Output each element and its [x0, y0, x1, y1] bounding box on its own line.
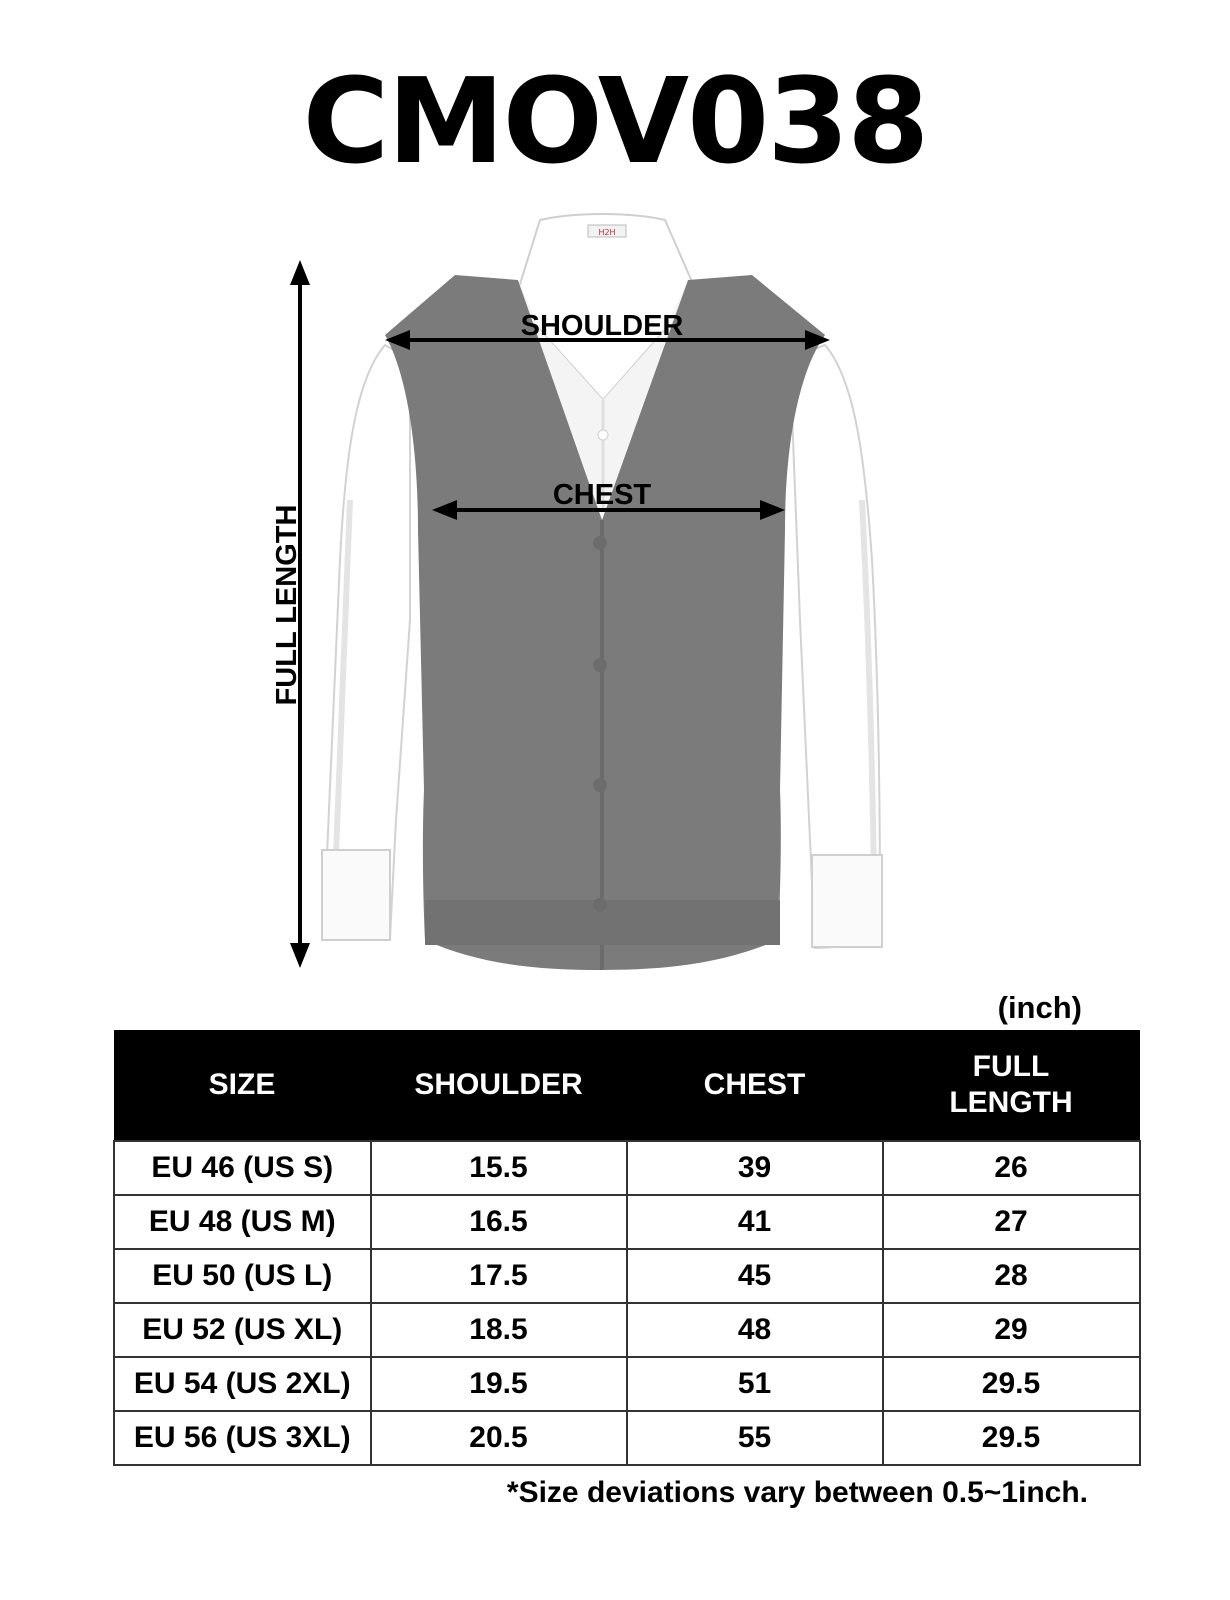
table-row: [114, 1195, 1140, 1249]
product-code-title: CMOV038: [302, 52, 928, 190]
cell-chest: 51: [627, 1357, 883, 1411]
cell-shoulder: 15.5: [371, 1141, 627, 1195]
vest-button-1: [593, 536, 607, 550]
header-full-length: [883, 1030, 1140, 1141]
full-length-arrow-bottom-head: [290, 943, 310, 968]
cell-size: EU 50 (US L): [114, 1249, 371, 1303]
cell-chest: 45: [627, 1249, 883, 1303]
vest-button-3: [593, 778, 607, 792]
cell-shoulder: 17.5: [371, 1249, 627, 1303]
cell-shoulder: 20.5: [371, 1411, 627, 1465]
shoulder-label: SHOULDER: [520, 310, 684, 342]
size-chart-table: [113, 1030, 1141, 1466]
vest-measurement-diagram: [0, 200, 1230, 990]
cell-size: EU 46 (US S): [114, 1141, 371, 1195]
cell-size: EU 48 (US M): [114, 1195, 371, 1249]
shirt-button: [598, 430, 608, 440]
full-length-arrow-top-head: [290, 260, 310, 285]
cell-full-length: 28: [883, 1249, 1140, 1303]
cell-size: EU 54 (US 2XL): [114, 1357, 371, 1411]
header-full-length-line2: LENGTH: [949, 1086, 1073, 1119]
header-chest: CHEST: [627, 1030, 883, 1141]
vest-button-2: [593, 658, 607, 672]
cell-shoulder: 19.5: [371, 1357, 627, 1411]
shirt-tag-text: H2H: [598, 228, 616, 237]
table-row: [114, 1303, 1140, 1357]
left-cuff: [322, 850, 390, 940]
cell-shoulder: 18.5: [371, 1303, 627, 1357]
cell-chest: 55: [627, 1411, 883, 1465]
table-header-row: [114, 1030, 1140, 1141]
cell-chest: 41: [627, 1195, 883, 1249]
chest-label: CHEST: [552, 479, 652, 511]
table-row: [114, 1249, 1140, 1303]
table-row: [114, 1357, 1140, 1411]
header-shoulder: SHOULDER: [371, 1030, 627, 1141]
header-full-length-line1: FULL: [972, 1050, 1050, 1083]
cell-chest: 39: [627, 1141, 883, 1195]
vest-button-4: [593, 898, 607, 912]
table-row: [114, 1141, 1140, 1195]
cell-size: EU 52 (US XL): [114, 1303, 371, 1357]
cell-full-length: 26: [883, 1141, 1140, 1195]
right-cuff: [812, 855, 882, 947]
cell-full-length: 29.5: [883, 1357, 1140, 1411]
cell-size: EU 56 (US 3XL): [114, 1411, 371, 1465]
cell-full-length: 27: [883, 1195, 1140, 1249]
size-deviation-footnote: *Size deviations vary between 0.5~1inch.: [506, 1476, 1088, 1509]
full-length-label: FULL LENGTH: [271, 504, 303, 706]
cell-chest: 48: [627, 1303, 883, 1357]
cell-full-length: 29.5: [883, 1411, 1140, 1465]
table-row: [114, 1411, 1140, 1465]
cell-shoulder: 16.5: [371, 1195, 627, 1249]
header-size: SIZE: [114, 1030, 371, 1141]
unit-note: (inch): [997, 990, 1082, 1025]
cell-full-length: 29: [883, 1303, 1140, 1357]
